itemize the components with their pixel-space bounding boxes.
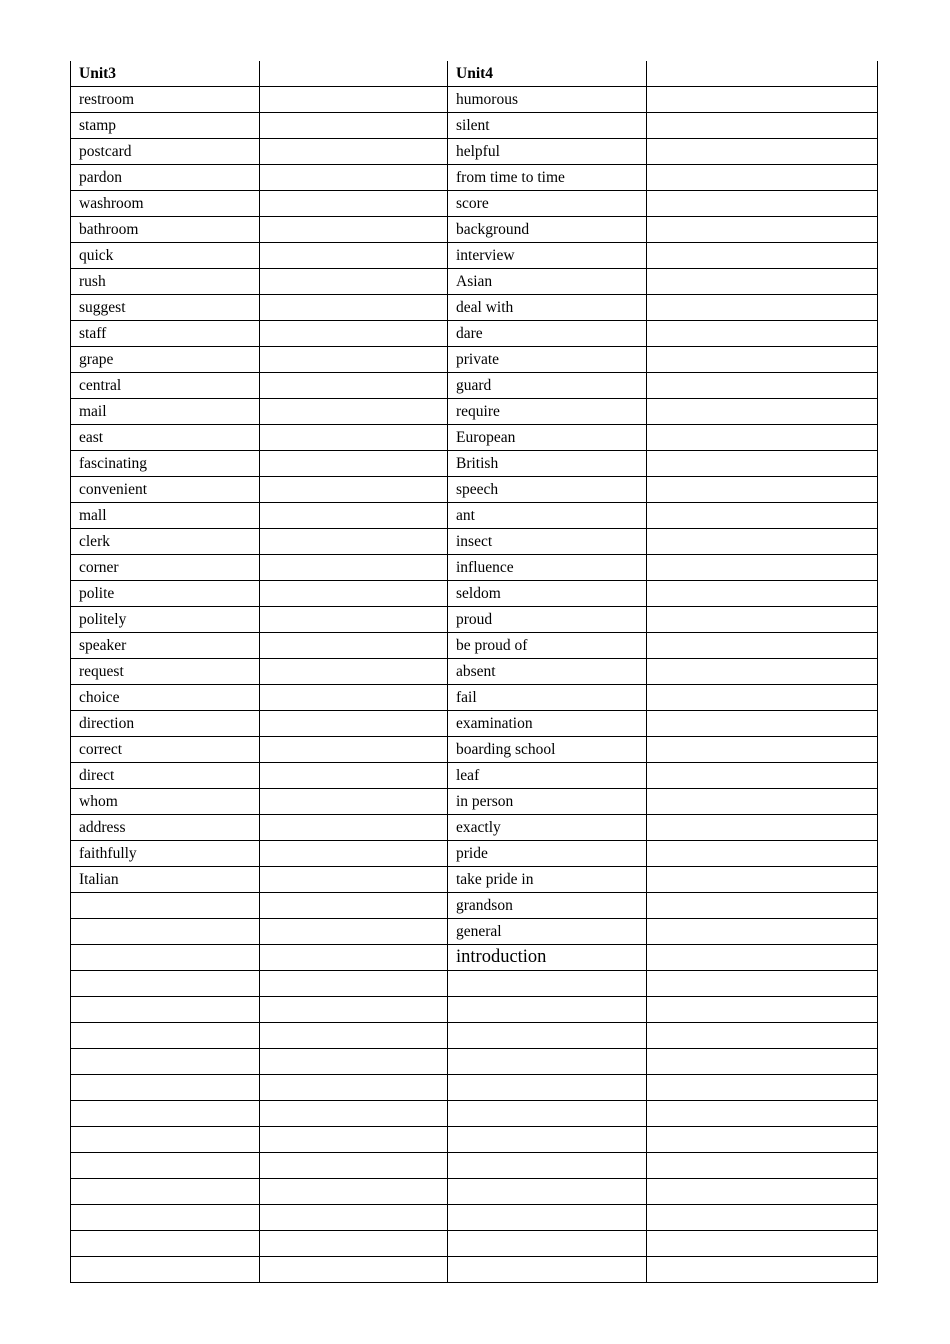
unit3-answer-cell [260,633,448,659]
unit4-word-cell: be proud of [448,633,647,659]
unit3-blank-heading-cell [260,61,448,87]
unit4-answer-cell [647,815,878,841]
table-row [71,1023,878,1049]
table-row [71,1205,878,1231]
unit3-answer-cell [260,867,448,893]
table-row [71,1257,878,1283]
table-row [71,243,878,269]
unit3-word-cell [71,971,260,997]
unit3-answer-cell [260,347,448,373]
unit4-answer-cell [647,1231,878,1257]
table-row [71,1101,878,1127]
unit4-answer-cell [647,1205,878,1231]
unit3-word-cell [71,1257,260,1283]
unit4-answer-cell [647,373,878,399]
unit3-answer-cell [260,1205,448,1231]
unit3-word-cell: restroom [71,87,260,113]
unit3-answer-cell [260,269,448,295]
unit3-word-cell [71,1101,260,1127]
table-row [71,555,878,581]
unit3-answer-cell [260,1075,448,1101]
unit4-word-cell: private [448,347,647,373]
unit3-answer-cell [260,659,448,685]
table-row [71,893,878,919]
unit4-word-cell [448,971,647,997]
unit3-answer-cell [260,997,448,1023]
unit4-word-cell: European [448,425,647,451]
unit4-answer-cell [647,425,878,451]
unit3-answer-cell [260,737,448,763]
unit3-word-cell: whom [71,789,260,815]
unit3-answer-cell [260,503,448,529]
unit4-answer-cell [647,789,878,815]
unit4-word-cell: seldom [448,581,647,607]
unit3-word-cell: direction [71,711,260,737]
table-row [71,737,878,763]
unit4-answer-cell [647,685,878,711]
unit3-word-cell: politely [71,607,260,633]
table-row [71,191,878,217]
unit3-word-cell [71,919,260,945]
unit4-answer-cell [647,295,878,321]
unit4-answer-cell [647,243,878,269]
unit3-answer-cell [260,321,448,347]
unit3-word-cell: address [71,815,260,841]
unit4-word-cell: general [448,919,647,945]
unit4-word-cell: absent [448,659,647,685]
unit4-answer-cell [647,867,878,893]
unit4-answer-cell [647,659,878,685]
unit3-word-cell: stamp [71,113,260,139]
table-row [71,503,878,529]
unit3-word-cell [71,1127,260,1153]
unit4-heading: Unit4 [448,61,647,87]
unit4-word-cell: require [448,399,647,425]
vocabulary-table-body [71,61,878,1283]
table-row [71,633,878,659]
unit4-answer-cell [647,87,878,113]
table-row [71,321,878,347]
unit4-answer-cell [647,971,878,997]
unit3-word-cell [71,945,260,971]
unit3-word-cell: washroom [71,191,260,217]
unit3-word-cell [71,893,260,919]
unit4-word-cell [448,1153,647,1179]
unit4-word-cell: deal with [448,295,647,321]
unit4-answer-cell [647,139,878,165]
table-row [71,113,878,139]
table-row [71,451,878,477]
unit4-word-cell: silent [448,113,647,139]
unit3-answer-cell [260,139,448,165]
table-row [71,867,878,893]
unit3-answer-cell [260,841,448,867]
unit3-answer-cell [260,191,448,217]
unit3-word-cell: convenient [71,477,260,503]
table-row [71,607,878,633]
unit4-answer-cell [647,893,878,919]
unit4-answer-cell [647,841,878,867]
unit3-heading: Unit3 [71,61,260,87]
unit4-word-cell: take pride in [448,867,647,893]
unit3-answer-cell [260,295,448,321]
unit4-word-cell: insect [448,529,647,555]
table-row [71,87,878,113]
unit4-word-cell: from time to time [448,165,647,191]
unit3-answer-cell [260,1257,448,1283]
unit3-answer-cell [260,165,448,191]
unit4-word-cell: influence [448,555,647,581]
unit3-word-cell [71,1023,260,1049]
table-row [71,1049,878,1075]
unit4-word-cell: Asian [448,269,647,295]
unit3-answer-cell [260,789,448,815]
unit3-answer-cell [260,477,448,503]
unit3-word-cell: suggest [71,295,260,321]
unit4-answer-cell [647,529,878,555]
unit3-answer-cell [260,243,448,269]
unit3-answer-cell [260,373,448,399]
unit3-word-cell [71,1179,260,1205]
unit4-answer-cell [647,451,878,477]
unit4-word-cell: speech [448,477,647,503]
unit3-answer-cell [260,919,448,945]
unit4-word-cell: leaf [448,763,647,789]
table-row [71,425,878,451]
unit4-answer-cell [647,1049,878,1075]
unit3-answer-cell [260,945,448,971]
unit4-answer-cell [647,1127,878,1153]
unit3-word-cell: faithfully [71,841,260,867]
unit4-answer-cell [647,1023,878,1049]
table-row [71,165,878,191]
table-row [71,581,878,607]
unit3-answer-cell [260,399,448,425]
unit3-word-cell: Italian [71,867,260,893]
unit4-answer-cell [647,555,878,581]
unit3-word-cell: grape [71,347,260,373]
unit3-answer-cell [260,87,448,113]
unit4-answer-cell [647,217,878,243]
unit3-answer-cell [260,607,448,633]
unit3-answer-cell [260,685,448,711]
unit3-answer-cell [260,1231,448,1257]
unit3-word-cell: direct [71,763,260,789]
vocabulary-table [70,61,878,1283]
unit4-word-cell: boarding school [448,737,647,763]
unit3-answer-cell [260,581,448,607]
unit3-answer-cell [260,1049,448,1075]
unit4-word-cell: interview [448,243,647,269]
unit4-answer-cell [647,1075,878,1101]
table-row [71,1153,878,1179]
unit4-word-cell: fail [448,685,647,711]
unit3-word-cell: polite [71,581,260,607]
unit3-word-cell: east [71,425,260,451]
unit3-answer-cell [260,1023,448,1049]
unit3-word-cell: rush [71,269,260,295]
unit3-answer-cell [260,893,448,919]
table-row [71,711,878,737]
unit4-word-cell: proud [448,607,647,633]
unit4-word-cell [448,1127,647,1153]
unit4-answer-cell [647,1101,878,1127]
table-row [71,945,878,971]
unit3-answer-cell [260,1179,448,1205]
unit3-word-cell: staff [71,321,260,347]
unit3-answer-cell [260,763,448,789]
unit3-word-cell: central [71,373,260,399]
unit4-answer-cell [647,711,878,737]
table-row [71,815,878,841]
unit4-word-cell: helpful [448,139,647,165]
unit3-word-cell [71,997,260,1023]
unit3-word-cell: quick [71,243,260,269]
unit4-answer-cell [647,347,878,373]
unit4-answer-cell [647,165,878,191]
unit3-answer-cell [260,217,448,243]
table-row [71,763,878,789]
table-row [71,841,878,867]
unit3-word-cell: postcard [71,139,260,165]
unit3-answer-cell [260,1127,448,1153]
unit3-answer-cell [260,555,448,581]
unit4-answer-cell [647,763,878,789]
unit4-word-cell: examination [448,711,647,737]
unit3-word-cell [71,1049,260,1075]
unit4-word-cell: pride [448,841,647,867]
unit4-word-cell: background [448,217,647,243]
table-row [71,1179,878,1205]
unit3-answer-cell [260,113,448,139]
unit4-answer-cell [647,1179,878,1205]
unit4-answer-cell [647,321,878,347]
table-row [71,529,878,555]
table-row [71,139,878,165]
unit3-word-cell: request [71,659,260,685]
unit4-word-cell: grandson [448,893,647,919]
unit4-word-cell [448,1231,647,1257]
table-row [71,217,878,243]
table-row [71,477,878,503]
table-row [71,373,878,399]
unit3-word-cell: choice [71,685,260,711]
unit3-answer-cell [260,425,448,451]
unit4-answer-cell [647,399,878,425]
table-row [71,399,878,425]
unit4-answer-cell [647,477,878,503]
unit4-answer-cell [647,269,878,295]
table-row [71,347,878,373]
unit4-word-cell: ant [448,503,647,529]
unit3-answer-cell [260,1153,448,1179]
table-row [71,659,878,685]
unit4-answer-cell [647,113,878,139]
unit3-answer-cell [260,1101,448,1127]
unit3-word-cell: clerk [71,529,260,555]
unit4-word-cell [448,1101,647,1127]
table-row [71,789,878,815]
unit4-word-cell: score [448,191,647,217]
unit4-word-cell: guard [448,373,647,399]
unit3-word-cell: corner [71,555,260,581]
unit4-word-cell [448,997,647,1023]
unit4-answer-cell [647,503,878,529]
table-row [71,1231,878,1257]
unit4-answer-cell [647,1257,878,1283]
unit4-answer-cell [647,997,878,1023]
table-header-row [71,61,878,87]
unit4-answer-cell [647,919,878,945]
unit4-word-cell: in person [448,789,647,815]
unit4-word-cell [448,1023,647,1049]
unit4-answer-cell [647,581,878,607]
table-row [71,997,878,1023]
unit4-blank-heading-cell [647,61,878,87]
unit3-word-cell [71,1075,260,1101]
unit3-answer-cell [260,711,448,737]
unit4-answer-cell [647,607,878,633]
table-row [71,295,878,321]
unit3-answer-cell [260,971,448,997]
unit4-word-cell: introduction [448,945,647,971]
table-row [71,269,878,295]
unit3-answer-cell [260,451,448,477]
unit3-word-cell: pardon [71,165,260,191]
unit3-word-cell: bathroom [71,217,260,243]
unit4-word-cell [448,1205,647,1231]
table-row [71,919,878,945]
unit4-answer-cell [647,1153,878,1179]
unit3-word-cell: mail [71,399,260,425]
unit3-word-cell [71,1153,260,1179]
unit4-answer-cell [647,633,878,659]
unit4-answer-cell [647,737,878,763]
unit3-answer-cell [260,529,448,555]
unit3-word-cell: speaker [71,633,260,659]
unit4-word-cell: British [448,451,647,477]
unit3-answer-cell [260,815,448,841]
unit4-word-cell [448,1257,647,1283]
unit4-word-cell: exactly [448,815,647,841]
unit4-word-cell [448,1075,647,1101]
unit4-word-cell: dare [448,321,647,347]
unit3-word-cell: fascinating [71,451,260,477]
table-row [71,685,878,711]
unit4-word-cell: humorous [448,87,647,113]
unit3-word-cell: correct [71,737,260,763]
unit3-word-cell [71,1205,260,1231]
unit3-word-cell: mall [71,503,260,529]
unit4-word-cell [448,1049,647,1075]
table-row [71,1127,878,1153]
unit4-answer-cell [647,945,878,971]
table-row [71,1075,878,1101]
unit3-word-cell [71,1231,260,1257]
unit4-answer-cell [647,191,878,217]
table-row [71,971,878,997]
unit4-word-cell [448,1179,647,1205]
